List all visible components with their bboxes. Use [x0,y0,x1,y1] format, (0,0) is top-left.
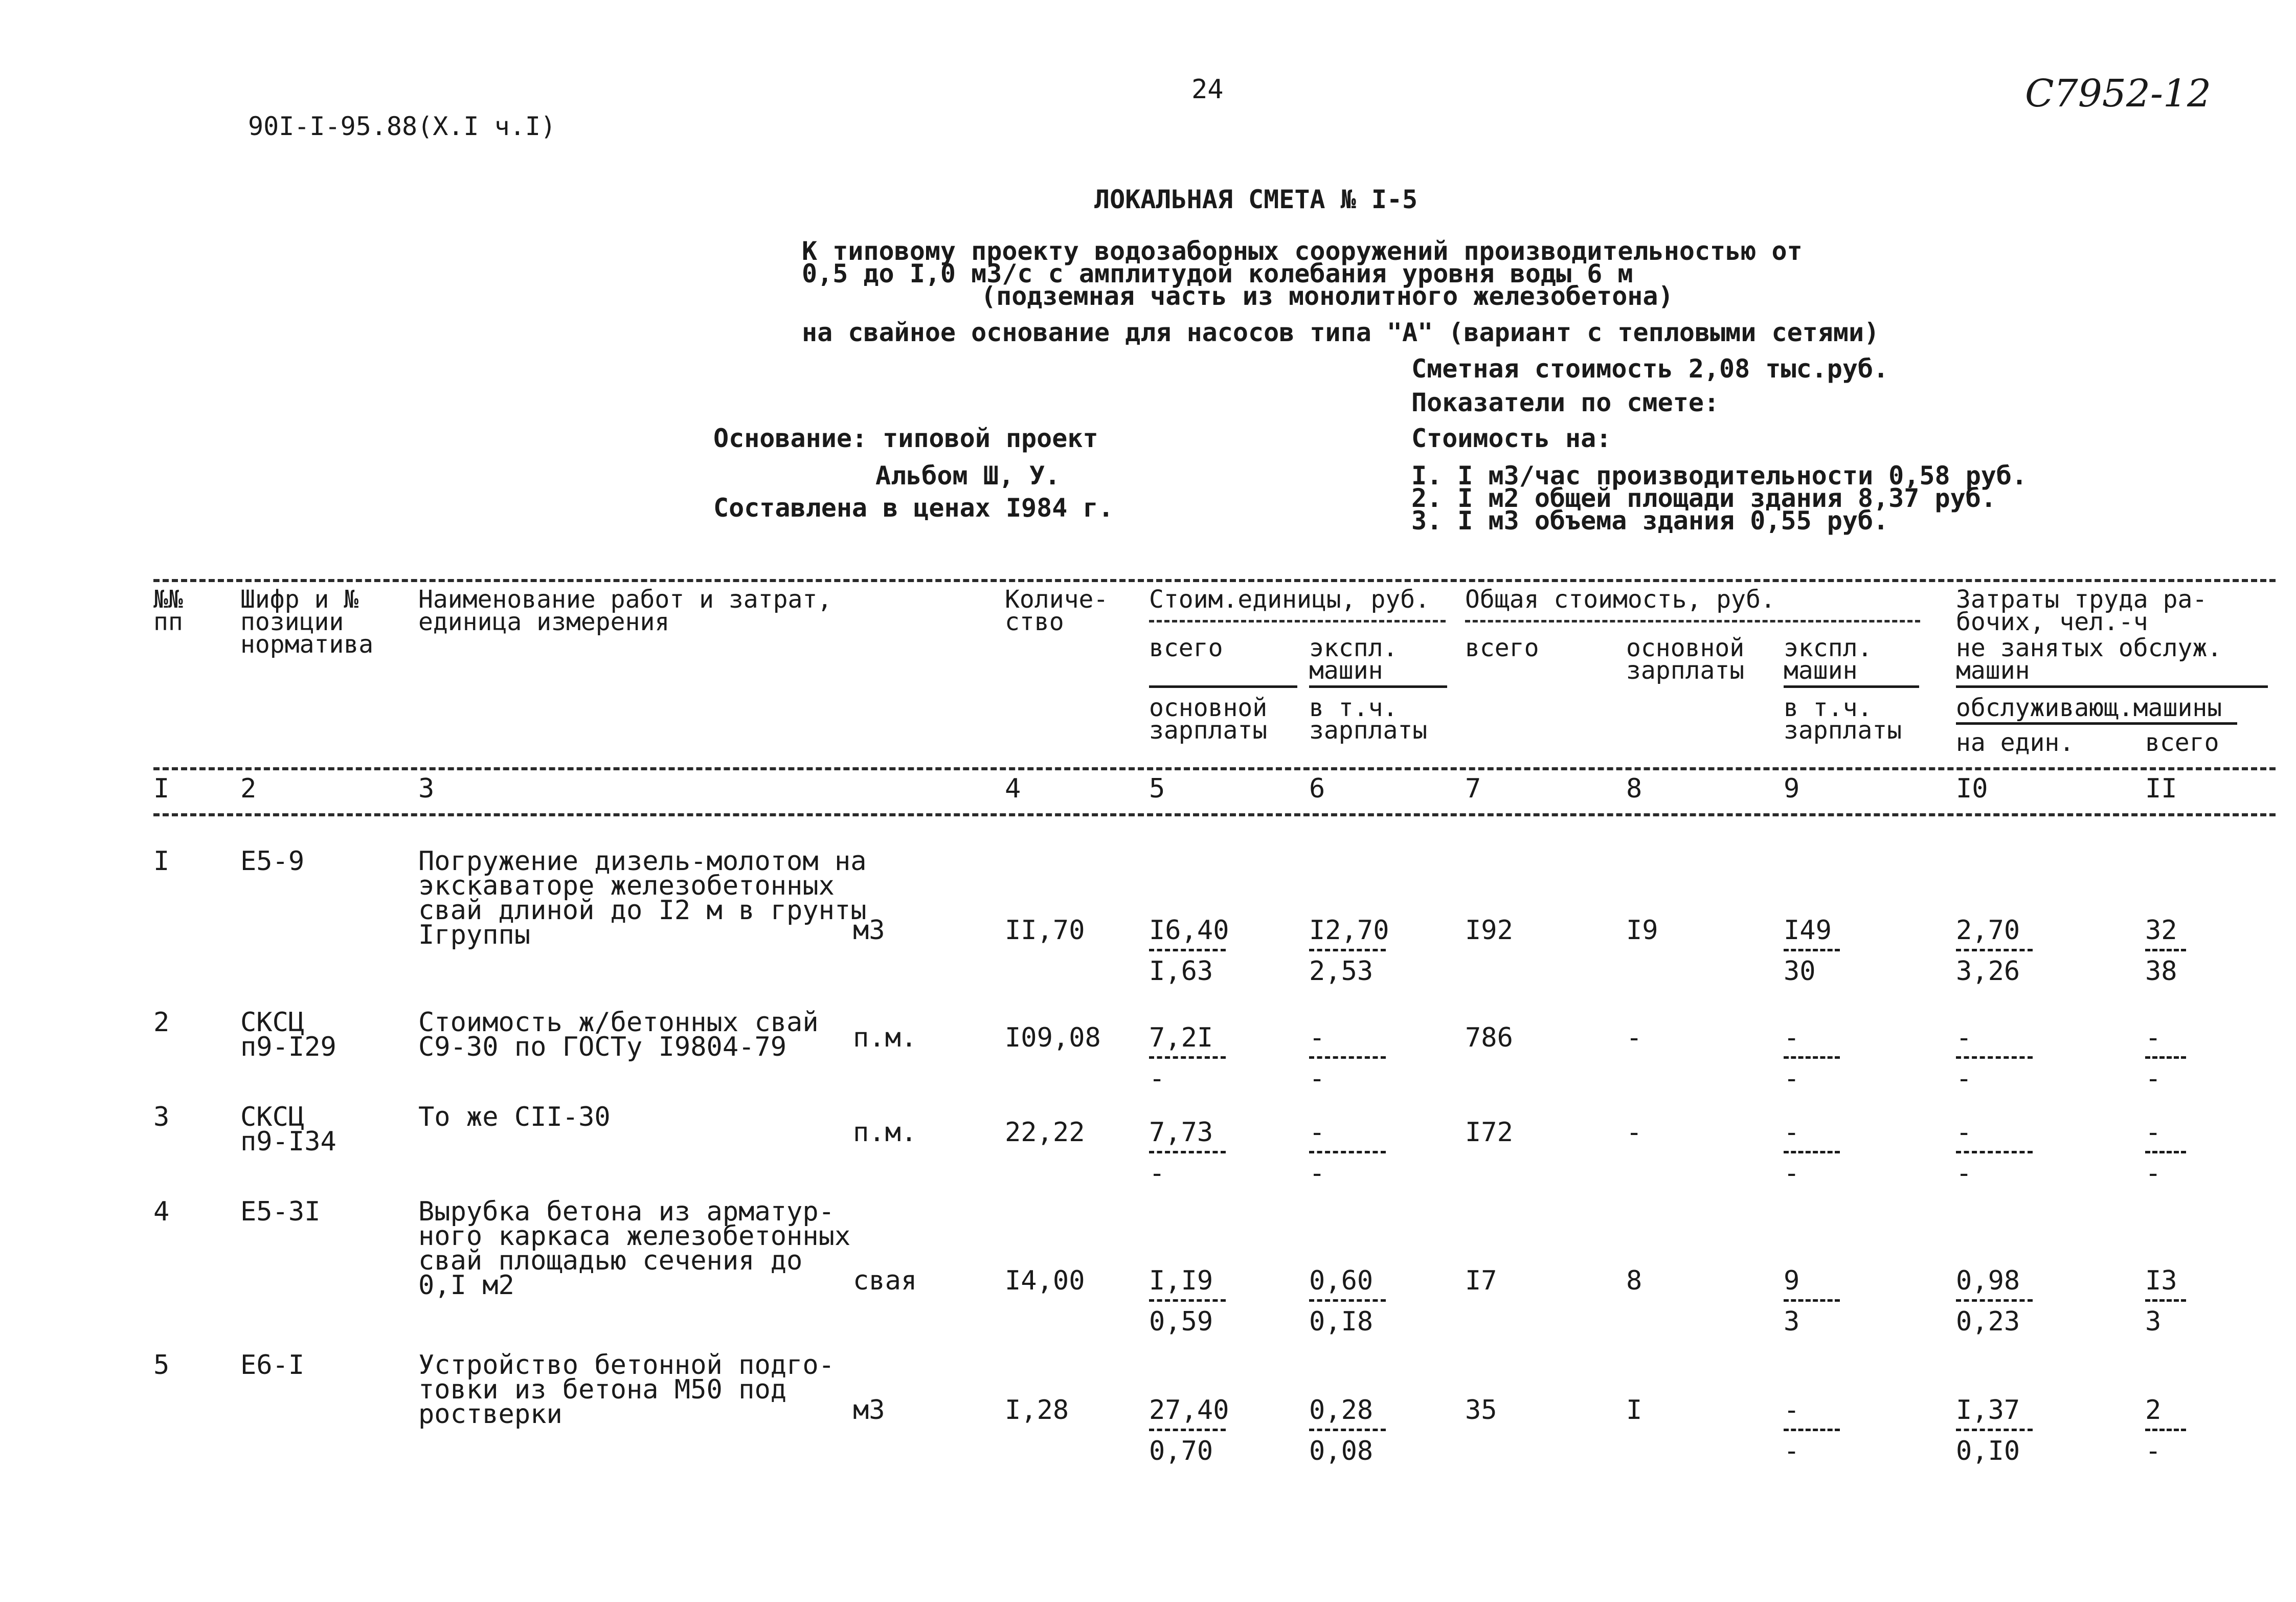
row-c6-top: - [1309,1117,1325,1148]
row-c5-bottom: - [1149,1158,1165,1189]
row-c10-fraction-bar [1956,1299,2033,1302]
row-c10-bottom: 0,I0 [1956,1436,2020,1466]
row-total-wage: - [1626,1117,1642,1148]
row-unit: свая [853,1265,917,1296]
header-total-machine-wage: в т.ч. зарплаты [1784,694,1902,745]
col-num: 4 [1005,773,1021,804]
row-c10-fraction-bar [1956,1056,2033,1059]
row-c10-top: - [1956,1022,1972,1053]
row-work-name: Устройство бетонной подго- товки из бетона М50 под ростверки [418,1350,835,1430]
col-num: 3 [418,773,435,804]
row-c9-top: - [1784,1022,1800,1053]
row-c10-fraction-bar [1956,1429,2033,1431]
col-num: 7 [1465,773,1481,804]
row-quantity: II,70 [1005,915,1085,946]
document-title: ЛОКАЛЬНАЯ СМЕТА № I-5 [1094,185,1418,214]
row-code: Е5-3I [240,1196,321,1227]
cost-on: Стоимость на: [1411,424,1612,453]
row-unit: п.м. [853,1022,917,1053]
row-c5-top: 7,2I [1149,1022,1213,1053]
row-code: Е6-I [240,1350,305,1381]
row-c10-top: 0,98 [1956,1265,2020,1296]
row-c6-bottom: 0,I8 [1309,1306,1374,1337]
row-c9-bottom: - [1784,1063,1800,1094]
row-c9-top: 9 [1784,1265,1800,1296]
document-code: 90I-I-95.88(X.I ч.I) [248,112,556,141]
header-bottom-rule [153,767,2276,770]
row-c10-top: I,37 [1956,1395,2020,1426]
col-num: 9 [1784,773,1800,804]
row-c5-top: I6,40 [1149,915,1229,946]
header-total-machine: экспл. машин [1784,634,1873,685]
row-c9-top: - [1784,1395,1800,1426]
row-total-cost: I92 [1465,915,1513,946]
header-labor-per-unit: на един. [1956,728,2075,757]
row-c9-fraction-bar [1784,1056,1840,1059]
row-c10-fraction-bar [1956,1151,2033,1153]
col-num: I0 [1956,773,1988,804]
row-c5-fraction-bar [1149,949,1226,951]
row-code: СКСЦ п9-I29 [240,1007,336,1062]
row-c11-fraction-bar [2145,1429,2186,1431]
row-c10-fraction-bar [1956,949,2033,951]
row-c9-top: - [1784,1117,1800,1148]
row-c9-top: I49 [1784,915,1832,946]
row-c5-bottom: 0,59 [1149,1306,1213,1337]
row-work-name: Вырубка бетона из арматур- ного каркаса железобетонных свай площадью сечения до 0,I м2 [418,1196,851,1301]
row-c6-top: 0,60 [1309,1265,1374,1296]
header-labor: Затраты труда ра- бочих, чел.-ч [1956,585,2208,636]
row-c6-bottom: - [1309,1158,1325,1189]
row-quantity: I09,08 [1005,1022,1101,1053]
row-c5-fraction-bar [1149,1299,1226,1302]
row-c9-fraction-bar [1784,1151,1840,1153]
row-total-cost: I72 [1465,1117,1513,1148]
row-c11-top: 2 [2145,1395,2162,1426]
header-unit-wage: основной зарплаты [1149,694,1268,745]
row-c6-fraction-bar [1309,1429,1386,1431]
row-c6-fraction-bar [1309,1056,1386,1059]
handwritten-stamp: С7952-12 [2025,72,2212,116]
row-c6-bottom: 0,08 [1309,1436,1374,1466]
row-c5-bottom: 0,70 [1149,1436,1213,1466]
row-c6-fraction-bar [1309,1151,1386,1153]
row-quantity: 22,22 [1005,1117,1085,1148]
header-total-cost: Общая стоимость, руб. [1465,585,1775,614]
header-unit-machine: экспл. машин [1309,634,1398,685]
row-code: Е5-9 [240,846,305,877]
row-work-name: Стоимость ж/бетонных свай С9-30 по ГОСТу I9804-79 [418,1007,819,1062]
row-total-cost: 35 [1465,1395,1497,1426]
col-num: 6 [1309,773,1325,804]
row-c11-top: - [2145,1117,2162,1148]
row-c10-top: - [1956,1117,1972,1148]
row-c11-fraction-bar [2145,1056,2186,1059]
row-work-name: То же СII-30 [418,1102,611,1132]
col-num: 2 [240,773,257,804]
header-unit-total: всего [1149,634,1223,662]
header-work-name: Наименование работ и затрат, единица измерения [418,585,832,636]
row-number: 2 [153,1007,170,1038]
row-c11-fraction-bar [2145,1151,2186,1153]
table-top-rule [153,579,2276,582]
row-c11-fraction-bar [2145,1299,2186,1302]
row-unit: п.м. [853,1117,917,1148]
row-c5-fraction-bar [1149,1151,1226,1153]
row-number: 3 [153,1102,170,1132]
header-row-number: №№ пп [153,585,183,636]
basis-line-1: Основание: типовой проект [713,424,1098,453]
row-c9-bottom: 30 [1784,956,1816,987]
header-unit-machine-wage: в т.ч. зарплаты [1309,694,1428,745]
row-quantity: I,28 [1005,1395,1069,1426]
col-num: 5 [1149,773,1165,804]
row-c11-bottom: 3 [2145,1306,2162,1337]
row-c5-top: I,I9 [1149,1265,1213,1296]
row-c9-fraction-bar [1784,949,1840,951]
cost-item-2: 2. I м2 общей площади здания 8,37 руб. [1411,483,1996,513]
header-quantity: Количе- ство [1005,585,1109,636]
subtitle-line-2: 0,5 до I,0 м3/с с амплитудой колебания уровня воды 6 м [802,259,1633,288]
row-c10-top: 2,70 [1956,915,2020,946]
col-num: II [2145,773,2177,804]
row-c6-bottom: - [1309,1063,1325,1094]
row-c11-bottom: - [2145,1063,2162,1094]
row-c11-top: - [2145,1022,2162,1053]
row-c5-bottom: I,63 [1149,956,1213,987]
row-c6-top: 0,28 [1309,1395,1374,1426]
row-c5-fraction-bar [1149,1429,1226,1431]
row-total-wage: - [1626,1022,1642,1053]
row-c5-top: 7,73 [1149,1117,1213,1148]
column-numbers-rule [153,813,2276,816]
row-c9-fraction-bar [1784,1429,1840,1431]
subtitle-line-1: К типовому проекту водозаборных сооружений производительностью от [802,236,1803,266]
row-c11-top: 32 [2145,915,2177,946]
basis-line-3: Составлена в ценах I984 г. [713,493,1114,523]
row-c9-fraction-bar [1784,1299,1840,1302]
row-c5-bottom: - [1149,1063,1165,1094]
row-c10-bottom: - [1956,1158,1972,1189]
row-c6-fraction-bar [1309,1299,1386,1302]
basis-line-2: Альбом Ш, У. [875,461,1061,491]
row-c11-bottom: - [2145,1436,2162,1466]
header-total-wage: основной зарплаты [1626,634,1745,685]
row-code: СКСЦ п9-I34 [240,1102,336,1157]
row-work-name: Погружение дизель-молотом на экскаваторе железобетонных свай длиной до I2 м в грунты Iгруппы [418,846,867,950]
row-c6-fraction-bar [1309,949,1386,951]
row-number: I [153,846,170,877]
header-code: Шифр и № позиции норматива [240,585,374,659]
header-labor-crew: обслуживающ.машины [1956,694,2222,722]
row-unit: м3 [853,915,885,946]
row-total-cost: I7 [1465,1265,1497,1296]
row-c9-bottom: - [1784,1158,1800,1189]
estimate-indicators: Показатели по смете: [1411,388,1720,417]
row-c10-bottom: - [1956,1063,1972,1094]
col-num: 8 [1626,773,1642,804]
row-c6-top: I2,70 [1309,915,1389,946]
col-num: I [153,773,170,804]
row-c9-bottom: - [1784,1436,1800,1466]
row-number: 4 [153,1196,170,1227]
row-total-wage: I [1626,1395,1642,1426]
header-labor-total: всего [2145,728,2219,757]
estimated-cost: Сметная стоимость 2,08 тыс.руб. [1411,354,1889,384]
header-unit-cost: Стоим.единицы, руб. [1149,585,1430,614]
cost-item-3: 3. I м3 объема здания 0,55 руб. [1411,506,1889,536]
row-c9-bottom: 3 [1784,1306,1800,1337]
row-c6-top: - [1309,1022,1325,1053]
row-total-wage: I9 [1626,915,1658,946]
row-c5-top: 27,40 [1149,1395,1229,1426]
cost-item-1: I. I м3/час производительности 0,58 руб. [1411,461,2028,491]
subtitle-line-3: (подземная часть из монолитного железобетона) [981,281,1674,311]
row-c5-fraction-bar [1149,1056,1226,1059]
row-c11-fraction-bar [2145,949,2186,951]
page-number: 24 [1191,74,1224,105]
row-c10-bottom: 0,23 [1956,1306,2020,1337]
row-c11-bottom: - [2145,1158,2162,1189]
row-number: 5 [153,1350,170,1381]
header-total-all: всего [1465,634,1539,662]
header-labor-not-crew: не занятых обслуж. машин [1956,634,2222,685]
row-c11-top: I3 [2145,1265,2177,1296]
row-total-wage: 8 [1626,1265,1642,1296]
row-quantity: I4,00 [1005,1265,1085,1296]
row-unit: м3 [853,1395,885,1426]
row-c10-bottom: 3,26 [1956,956,2020,987]
row-c11-bottom: 38 [2145,956,2177,987]
row-total-cost: 786 [1465,1022,1513,1053]
subtitle-line-4: на свайное основание для насосов типа "А" (вариант с тепловыми сетями) [802,318,1880,347]
row-c6-bottom: 2,53 [1309,956,1374,987]
